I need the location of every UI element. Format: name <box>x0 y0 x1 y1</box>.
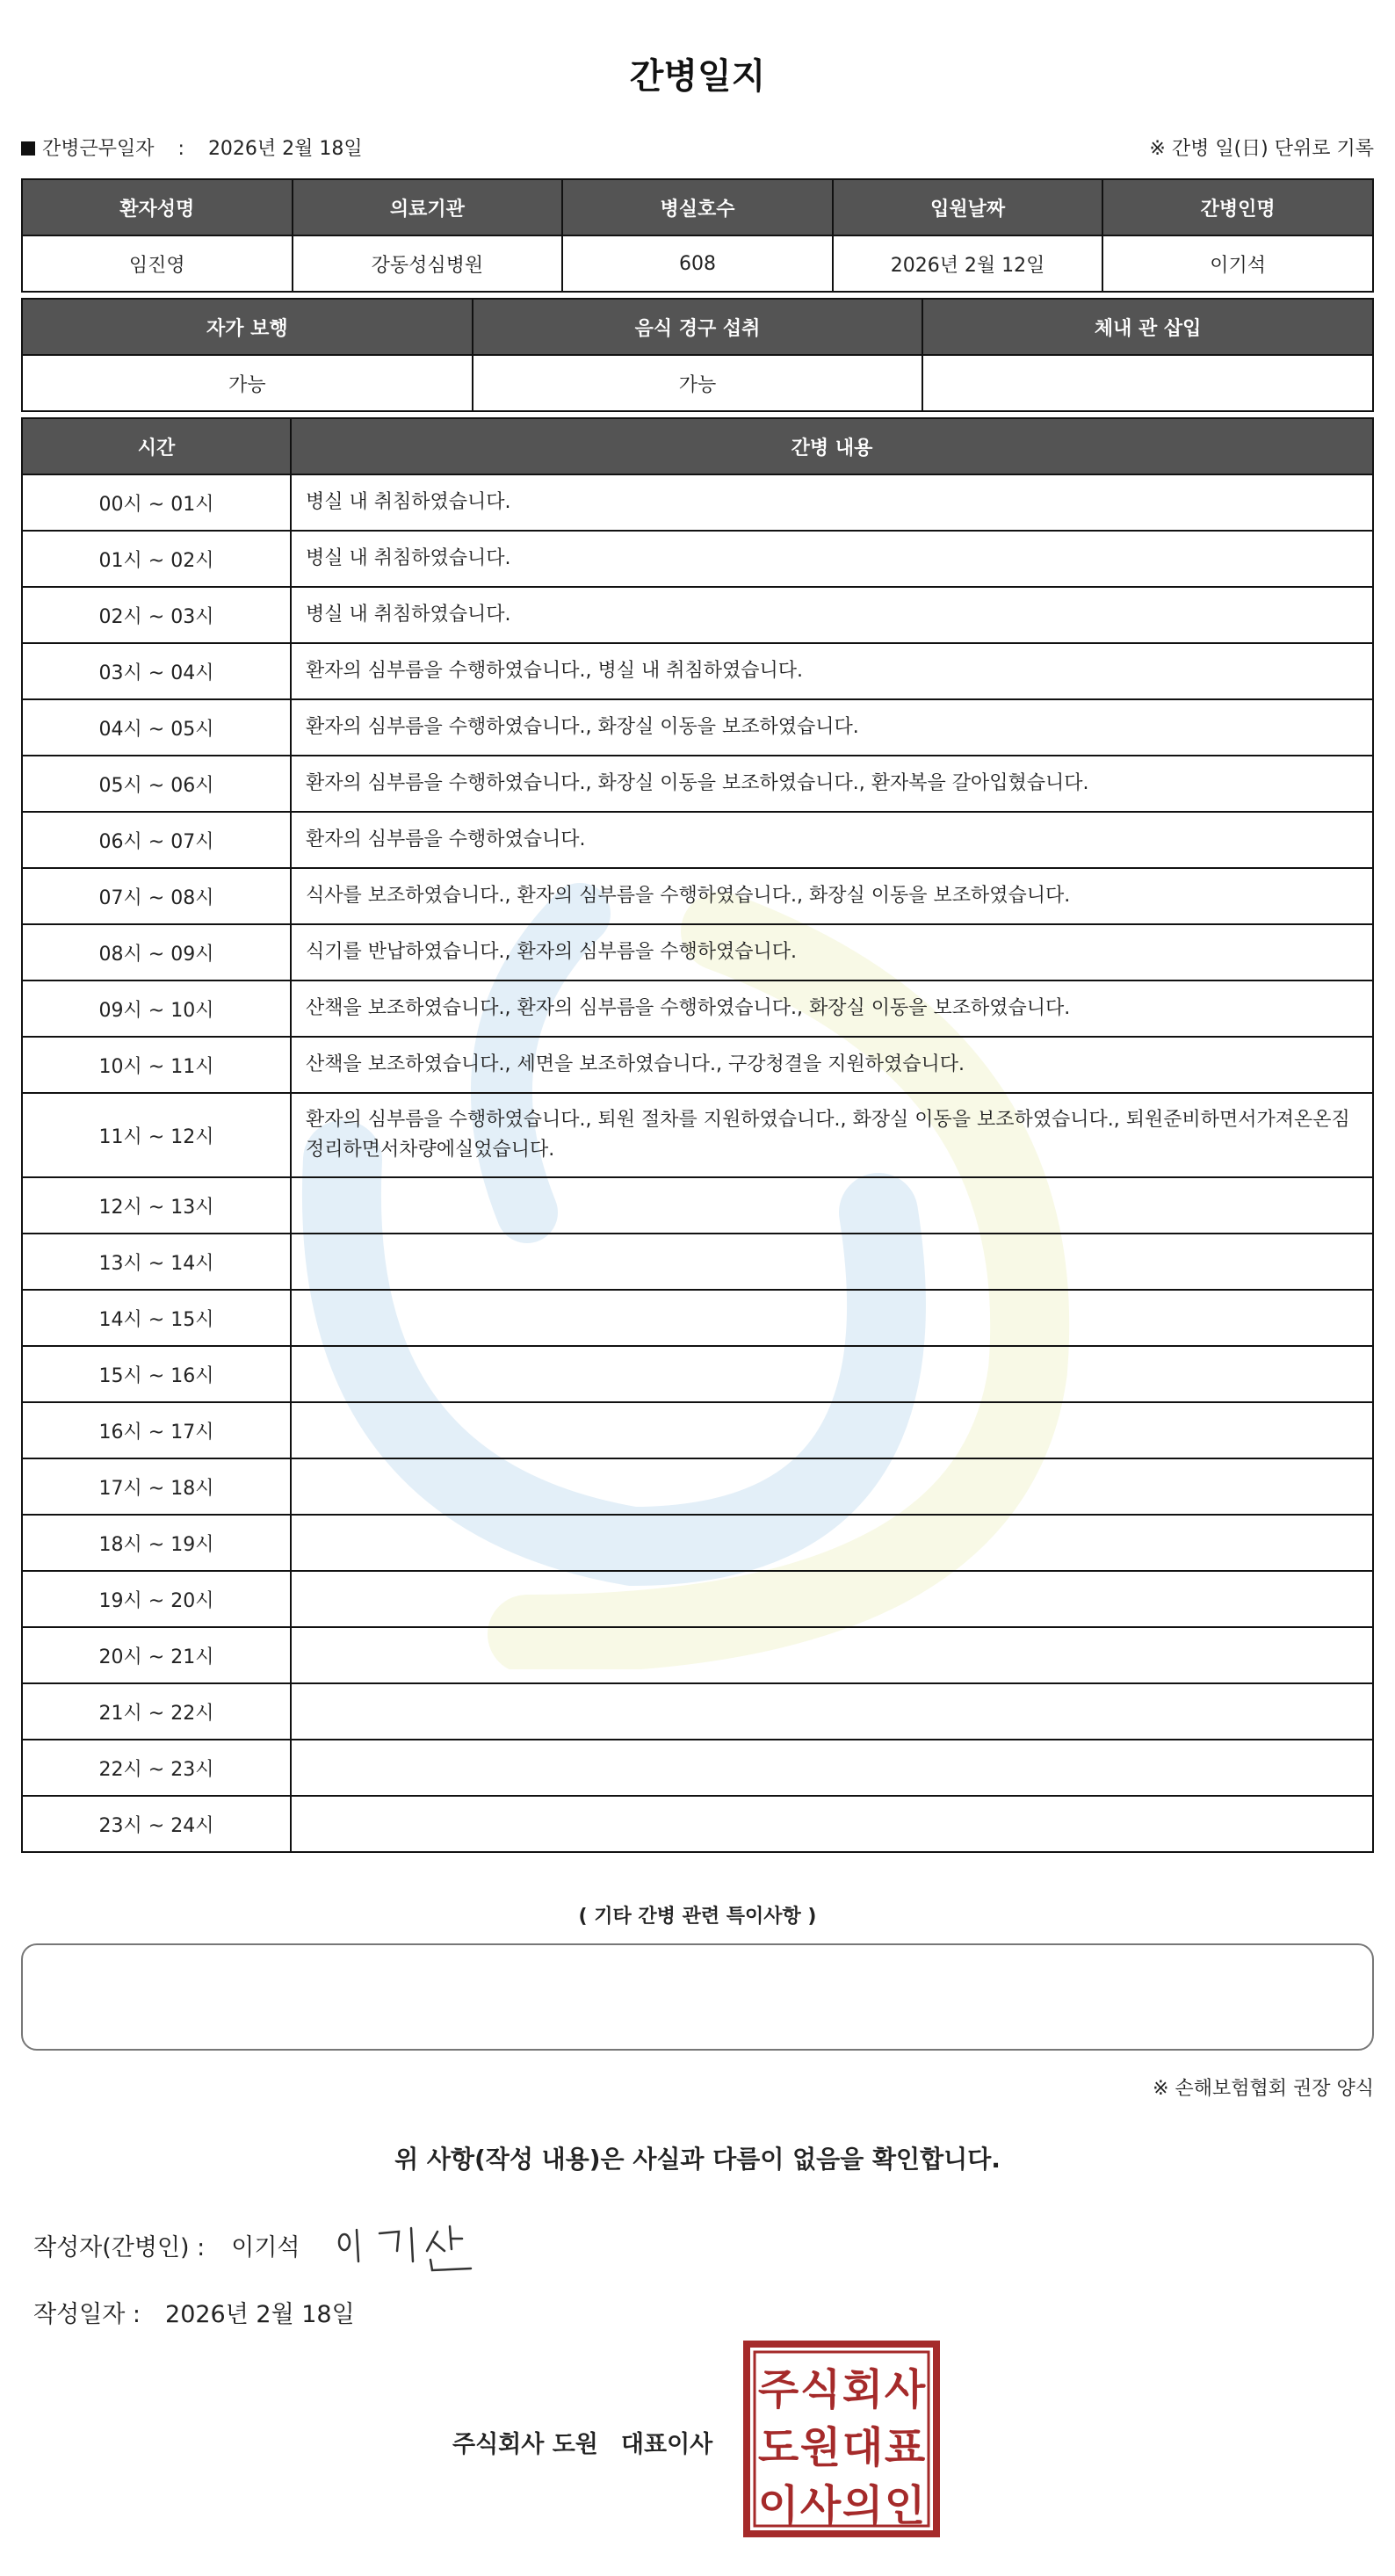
time-slot: 00시 ~ 01시 <box>22 474 291 531</box>
handwritten-signature <box>330 2219 488 2281</box>
special-notes-box <box>21 1943 1374 2051</box>
table-row <box>22 1290 1373 1346</box>
time-slot: 12시 ~ 13시 <box>22 1177 291 1234</box>
care-content <box>291 1683 1373 1740</box>
care-content: 환자의 심부름을 수행하였습니다., 병실 내 취침하였습니다. <box>291 643 1373 699</box>
written-date-label: 작성일자 : <box>33 2301 141 2328</box>
table-row <box>22 1037 1373 1093</box>
table-row <box>22 980 1373 1037</box>
time-slot: 04시 ~ 05시 <box>22 699 291 756</box>
header-oral-intake: 음식 경구 섭취 <box>473 299 923 355</box>
self-walking-value: 가능 <box>22 355 473 411</box>
header-tube-insertion: 체내 관 삽입 <box>922 299 1373 355</box>
table-row <box>22 868 1373 924</box>
oral-intake-value: 가능 <box>473 355 923 411</box>
header-self-walking: 자가 보행 <box>22 299 473 355</box>
seal-glyph: 주 <box>757 2365 799 2414</box>
care-content: 병실 내 취침하였습니다. <box>291 587 1373 643</box>
care-content <box>291 1290 1373 1346</box>
care-content <box>291 1177 1373 1234</box>
seal-glyph: 인 <box>884 2481 926 2530</box>
tube-insertion-value <box>922 355 1373 411</box>
time-slot: 16시 ~ 17시 <box>22 1402 291 1458</box>
written-date-row <box>33 2295 355 2329</box>
header-time: 시간 <box>22 418 291 474</box>
seal-glyph: 원 <box>799 2423 842 2472</box>
care-content: 병실 내 취침하였습니다. <box>291 531 1373 587</box>
header-care-content: 간병 내용 <box>291 418 1373 474</box>
care-content: 환자의 심부름을 수행하였습니다., 화장실 이동을 보조하였습니다., 환자복을 갈아입혔습니다. <box>291 756 1373 812</box>
care-content: 식사를 보조하였습니다., 환자의 심부름을 수행하였습니다., 화장실 이동을 보조하였습니다. <box>291 868 1373 924</box>
time-slot: 11시 ~ 12시 <box>22 1093 291 1177</box>
seal-glyph: 사 <box>884 2365 926 2414</box>
time-slot: 13시 ~ 14시 <box>22 1234 291 1290</box>
written-date-value: 2026년 2월 18일 <box>165 2301 355 2328</box>
table-row <box>22 1627 1373 1683</box>
writer-name: 이기석 <box>231 2234 300 2261</box>
table-row <box>22 1402 1373 1458</box>
table-row <box>22 1458 1373 1515</box>
header-patient-name: 환자성명 <box>22 179 293 235</box>
care-content <box>291 1234 1373 1290</box>
time-slot: 20시 ~ 21시 <box>22 1627 291 1683</box>
table-row <box>22 531 1373 587</box>
care-content: 식기를 반납하였습니다., 환자의 심부름을 수행하였습니다. <box>291 924 1373 980</box>
table-row <box>22 1683 1373 1740</box>
work-date-value: 2026년 2월 18일 <box>207 138 363 160</box>
header-caregiver: 간병인명 <box>1102 179 1373 235</box>
table-row <box>22 587 1373 643</box>
seal-glyph: 표 <box>884 2423 926 2472</box>
care-content <box>291 1458 1373 1515</box>
seal-glyph: 이 <box>757 2481 799 2530</box>
time-slot: 08시 ~ 09시 <box>22 924 291 980</box>
company-row <box>452 2425 712 2459</box>
table-row <box>22 924 1373 980</box>
time-slot: 06시 ~ 07시 <box>22 812 291 868</box>
time-slot: 03시 ~ 04시 <box>22 643 291 699</box>
record-unit-note: ※ 간병 일(日) 단위로 기록 <box>1149 138 1374 160</box>
work-date-separator: : <box>177 138 184 160</box>
time-slot: 19시 ~ 20시 <box>22 1571 291 1627</box>
care-content <box>291 1740 1373 1796</box>
care-content <box>291 1402 1373 1458</box>
table-row <box>22 1515 1373 1571</box>
work-date-row <box>21 134 363 161</box>
time-slot: 05시 ~ 06시 <box>22 756 291 812</box>
writer-label: 작성자(간병인) : <box>33 2234 206 2261</box>
square-bullet-icon <box>21 141 35 156</box>
hospital-name: 강동성심병원 <box>293 235 563 292</box>
care-content <box>291 1796 1373 1852</box>
patient-name: 임진영 <box>22 235 293 292</box>
writer-row <box>33 2228 300 2262</box>
care-content: 환자의 심부름을 수행하였습니다., 퇴원 절차를 지원하였습니다., 화장실 이동을 보조하였습니다., 퇴원준비하면서가져온온짐정리하면서차량에실었습니다. <box>291 1093 1373 1177</box>
care-content: 환자의 심부름을 수행하였습니다. <box>291 812 1373 868</box>
time-slot: 22시 ~ 23시 <box>22 1740 291 1796</box>
work-date-label: 간병근무일자 <box>42 138 155 160</box>
company-seal <box>743 2341 940 2537</box>
time-slot: 21시 ~ 22시 <box>22 1683 291 1740</box>
special-notes-title: ( 기타 간병 관련 특이사항 ) <box>578 1906 817 1928</box>
care-content <box>291 1627 1373 1683</box>
time-slot: 17시 ~ 18시 <box>22 1458 291 1515</box>
representative-title: 대표이사 <box>620 2431 713 2458</box>
seal-glyph: 회 <box>842 2365 884 2414</box>
care-log-table <box>21 417 1374 1853</box>
admission-date: 2026년 2월 12일 <box>833 235 1103 292</box>
table-row <box>22 1093 1373 1177</box>
time-slot: 10시 ~ 11시 <box>22 1037 291 1093</box>
time-slot: 23시 ~ 24시 <box>22 1796 291 1852</box>
seal-glyph: 도 <box>757 2423 799 2472</box>
table-row <box>22 1740 1373 1796</box>
document-title: 간병일지 <box>629 56 766 97</box>
time-slot: 07시 ~ 08시 <box>22 868 291 924</box>
table-row <box>22 812 1373 868</box>
seal-glyph: 의 <box>842 2481 884 2530</box>
seal-glyph: 사 <box>799 2481 842 2530</box>
patient-status-table <box>21 298 1374 412</box>
form-source-note: ※ 손해보험협회 권장 양식 <box>1153 2078 1374 2100</box>
header-hospital: 의료기관 <box>293 179 563 235</box>
room-number: 608 <box>562 235 833 292</box>
care-content: 환자의 심부름을 수행하였습니다., 화장실 이동을 보조하였습니다. <box>291 699 1373 756</box>
table-row <box>22 643 1373 699</box>
table-row <box>22 1571 1373 1627</box>
time-slot: 15시 ~ 16시 <box>22 1346 291 1402</box>
care-content <box>291 1515 1373 1571</box>
patient-info-table <box>21 178 1374 293</box>
table-row <box>22 1234 1373 1290</box>
table-row <box>22 1796 1373 1852</box>
caregiver-name: 이기석 <box>1102 235 1373 292</box>
care-content <box>291 1346 1373 1402</box>
table-row <box>22 474 1373 531</box>
care-content: 산책을 보조하였습니다., 세면을 보조하였습니다., 구강청결을 지원하였습니다. <box>291 1037 1373 1093</box>
time-slot: 09시 ~ 10시 <box>22 980 291 1037</box>
header-room: 병실호수 <box>562 179 833 235</box>
time-slot: 14시 ~ 15시 <box>22 1290 291 1346</box>
care-content: 병실 내 취침하였습니다. <box>291 474 1373 531</box>
seal-glyph: 식 <box>799 2365 842 2414</box>
seal-glyph: 대 <box>842 2423 884 2472</box>
table-row <box>22 699 1373 756</box>
care-content <box>291 1571 1373 1627</box>
confirmation-statement: 위 사항(작성 내용)은 사실과 다름이 없음을 확인합니다. <box>394 2145 1001 2174</box>
care-content: 산책을 보조하였습니다., 환자의 심부름을 수행하였습니다., 화장실 이동을 보조하였습니다. <box>291 980 1373 1037</box>
table-row <box>22 1177 1373 1234</box>
table-row <box>22 1346 1373 1402</box>
header-admission-date: 입원날짜 <box>833 179 1103 235</box>
time-slot: 18시 ~ 19시 <box>22 1515 291 1571</box>
time-slot: 02시 ~ 03시 <box>22 587 291 643</box>
company-name: 주식회사 도원 <box>452 2431 598 2458</box>
time-slot: 01시 ~ 02시 <box>22 531 291 587</box>
table-row <box>22 756 1373 812</box>
